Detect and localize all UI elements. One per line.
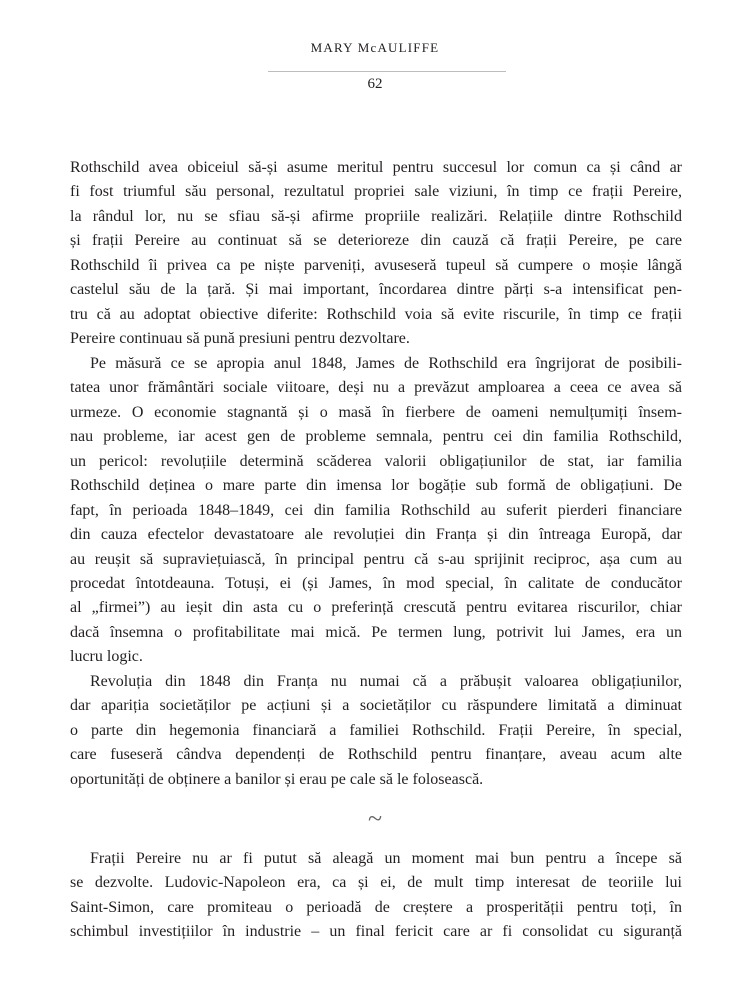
paragraph-2: [70, 352, 682, 670]
paragraph-4: [70, 847, 682, 945]
text-line: castelul său de la țară. Și mai important, încordarea dintre părți s-a intensificat pen-: [70, 281, 682, 299]
text-line: Rothschild avea obiceiul să-și asume meritul pentru succesul lor comun ca și când ar: [70, 159, 682, 176]
text-line: și frații Pereire au continuat să se deterioreze din cauză că frații Pereire, pe care: [70, 232, 682, 250]
text-line: Rothschild îi privea ca pe niște parveniți, avuseseră tupeul să cumpere o moșie lângă: [70, 256, 682, 274]
text-line: schimbul investițiilor în industrie – un final fericit care ar fi consolidat cu siguranță: [70, 923, 682, 941]
text-line: la rândul lor, nu se sfiau să-și afirme propriile realizări. Relațiile dintre Rothschild: [70, 207, 682, 225]
text-line: Revoluția din 1848 din Franța nu numai că a prăbușit valoarea obligațiunilor,: [90, 673, 682, 690]
text-line: fapt, în perioada 1848–1849, cei din familia Rothschild au suferit pierderi financiare: [70, 501, 682, 519]
text-line: procedat întotdeauna. Totuși, ei (și James, în mod special, în calitate de conducător: [70, 574, 682, 592]
text-line: Saint-Simon, care promiteau o perioadă de creștere a prosperității pentru toți, în: [70, 898, 682, 916]
text-line: al „firmei”) au ieșit din asta cu o preferință crescută pentru evitarea riscurilor, chiar: [70, 599, 682, 617]
text-line: tru că au adoptat obiective diferite: Rothschild voia să evite riscurile, în timp ce frații: [70, 305, 682, 323]
header-divider: [268, 71, 506, 72]
paragraph-1: [70, 156, 682, 352]
text-line: nau probleme, iar acest gen de probleme semnala, pentru cei din familia Rothschild,: [70, 428, 682, 446]
text-line: urmeze. O economie stagnantă și o masă în fierbere de oameni nemulțumiți însem-: [70, 403, 682, 421]
text-line: au reușit să supraviețuiască, în principal pentru că s-au sprijinit reciproc, așa cum au: [70, 550, 682, 568]
text-line: care fuseseră cândva dependenți de Rothschild pentru finanțare, aveau acum alte: [70, 746, 682, 764]
paragraph-3: [70, 670, 682, 792]
text-line: tatea unor frământări sociale viitoare, deși nu a prevăzut amploarea a ceea ce avea să: [70, 379, 682, 397]
text-line: Pereire continuau să pună presiuni pentru dezvoltare.: [70, 330, 410, 348]
text-line: fi fost triumful său personal, rezultatul propriei sale viziuni, în timp ce frații Pereire,: [70, 183, 682, 201]
text-line: dacă însemna o profitabilitate mai mică. Pe termen lung, potrivit lui James, era un: [70, 623, 682, 641]
running-head-author: MARY McAULIFFE: [310, 40, 440, 55]
text-line: Frații Pereire nu ar fi putut să aleagă un moment mai bun pentru a începe să: [90, 850, 682, 867]
text-line: lucru logic.: [70, 648, 143, 666]
text-line: se dezvolte. Ludovic-Napoleon era, ca și ei, de mult timp interesat de teoriile lui: [70, 874, 682, 892]
text-line: Rothschild deținea o mare parte din imensa lor bogăție sub formă de obligațiuni. De: [70, 477, 682, 495]
text-line: oportunități de obținere a banilor și erau pe cale să le folosească.: [70, 770, 484, 788]
text-line: din cauza efectelor devastatoare ale revoluției din Franța și din întreaga Europă, dar: [70, 526, 682, 544]
text-line: Pe măsură ce se apropia anul 1848, James de Rothschild era îngrijorat de posibili-: [90, 355, 682, 372]
text-line: o parte din hegemonia financiară a familiei Rothschild. Frații Pereire, în special,: [70, 721, 682, 739]
text-line: un pericol: revoluțiile determină scăderea valorii obligațiunilor de stat, iar familia: [70, 452, 682, 470]
section-break-ornament: ~: [367, 804, 383, 833]
page-number: 62: [367, 76, 383, 92]
text-line: dar apariția societăților pe acțiuni și a societăților cu răspundere limitată a diminuat: [70, 697, 682, 715]
